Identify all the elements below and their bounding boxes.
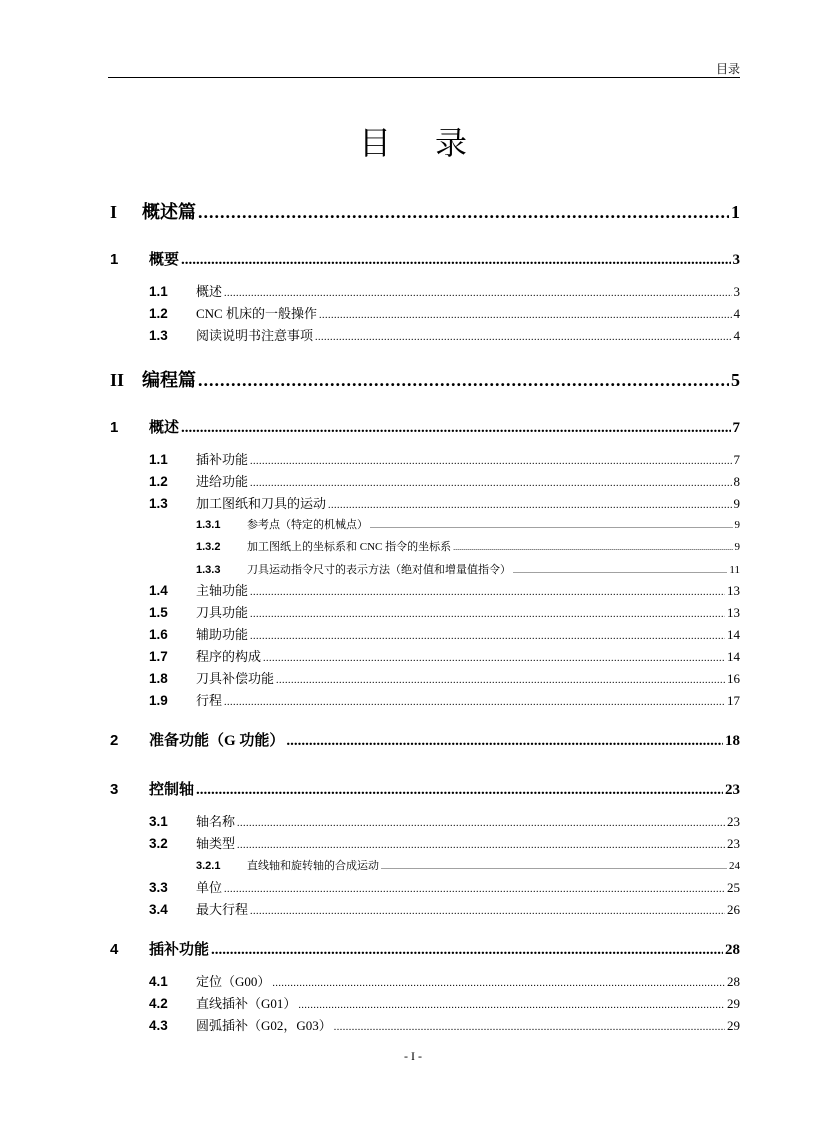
toc-entry-page: 25 bbox=[727, 880, 740, 895]
toc-entry-number: 3.4 bbox=[149, 902, 168, 917]
toc-entry-number: 1.2 bbox=[149, 474, 168, 489]
toc-entry-title: 程序的构成 bbox=[196, 649, 262, 664]
toc-entry-number: 1.3 bbox=[149, 496, 168, 511]
toc-dot-leader bbox=[237, 818, 725, 829]
toc-dot-leader bbox=[250, 587, 725, 598]
toc-entry[interactable] bbox=[149, 325, 740, 344]
toc-entry-title: 主轴功能 bbox=[196, 583, 249, 598]
toc-dot-leader bbox=[276, 675, 725, 686]
toc-dot-leader bbox=[263, 653, 725, 664]
toc-entry[interactable] bbox=[149, 833, 740, 852]
toc-dot-leader bbox=[224, 697, 725, 708]
toc-entry-page: 29 bbox=[727, 996, 740, 1011]
toc-entry[interactable] bbox=[149, 877, 740, 896]
toc-entry[interactable] bbox=[110, 198, 740, 224]
toc-entry[interactable] bbox=[196, 538, 740, 554]
toc-dot-leader bbox=[181, 252, 730, 269]
toc-entry[interactable] bbox=[110, 248, 740, 269]
toc-entry-number: 1.8 bbox=[149, 671, 168, 686]
toc-entry[interactable] bbox=[149, 646, 740, 665]
toc-entry-page: 29 bbox=[727, 1018, 740, 1033]
toc-entry[interactable] bbox=[110, 938, 740, 959]
toc-entry-page: 14 bbox=[727, 627, 740, 642]
toc-dot-leader bbox=[211, 942, 723, 959]
toc-entry-page: 9 bbox=[734, 519, 740, 531]
toc-entry-page: 3 bbox=[732, 252, 740, 268]
toc-entry-title: 刀具运动指令尺寸的表示方法（绝对值和增量值指令） bbox=[247, 564, 511, 576]
toc-dot-leader bbox=[453, 543, 732, 552]
running-header: 目录 bbox=[715, 62, 740, 76]
toc-entry-title: 准备功能（G 功能） bbox=[149, 733, 285, 749]
toc-entry-page: 7 bbox=[733, 452, 740, 467]
toc-dot-leader bbox=[381, 862, 727, 871]
toc-entry-page: 16 bbox=[727, 671, 740, 686]
toc-entry-number: 1 bbox=[110, 251, 119, 268]
toc-entry[interactable] bbox=[149, 281, 740, 300]
toc-entry-title: 插补功能 bbox=[196, 452, 249, 467]
toc-entry-number: 1.3.1 bbox=[196, 519, 221, 531]
toc-entry-title: 阅读说明书注意事项 bbox=[196, 328, 314, 343]
toc-entry-title: 参考点（特定的机械点） bbox=[247, 519, 368, 531]
toc-entry-page: 3 bbox=[733, 284, 740, 299]
toc-entry-title: 概述 bbox=[196, 284, 223, 299]
toc-dot-leader bbox=[250, 609, 725, 620]
toc-entry-number: 3.3 bbox=[149, 880, 168, 895]
toc-entry-title: 概述 bbox=[149, 420, 180, 436]
toc-entry-number: 3.2.1 bbox=[196, 860, 221, 872]
toc-entry-page: 4 bbox=[733, 328, 740, 343]
toc-dot-leader bbox=[250, 456, 731, 467]
toc-entry-title: 直线插补（G01） bbox=[196, 996, 297, 1011]
toc-entry-title: 控制轴 bbox=[149, 782, 195, 798]
toc-entry[interactable] bbox=[149, 602, 740, 621]
toc-entry-number: 1.9 bbox=[149, 693, 168, 708]
toc-entry-number: 1.3.2 bbox=[196, 541, 221, 553]
toc-entry-page: 18 bbox=[725, 733, 740, 749]
toc-entry[interactable] bbox=[110, 416, 740, 437]
toc-entry-number: 4.3 bbox=[149, 1018, 168, 1033]
toc-entry-page: 8 bbox=[733, 474, 740, 489]
toc-dot-leader bbox=[286, 733, 723, 750]
toc-dot-leader bbox=[250, 631, 725, 642]
toc-entry-page: 26 bbox=[727, 902, 740, 917]
toc-entry-title: 辅助功能 bbox=[196, 627, 249, 642]
toc-entry[interactable] bbox=[149, 811, 740, 830]
toc-entry-number: 1.4 bbox=[149, 583, 168, 598]
toc-dot-leader bbox=[319, 310, 732, 321]
toc-entry-title: 编程篇 bbox=[142, 370, 196, 390]
toc-dot-leader bbox=[370, 521, 733, 530]
toc-entry-number: 2 bbox=[110, 732, 119, 749]
toc-entry-page: 4 bbox=[733, 306, 740, 321]
toc-entry-title: 轴名称 bbox=[196, 814, 236, 829]
toc-dot-leader bbox=[328, 500, 731, 511]
toc-entry-page: 23 bbox=[727, 814, 740, 829]
toc-entry[interactable] bbox=[110, 366, 740, 392]
toc-entry-title: 定位（G00） bbox=[196, 974, 271, 989]
toc-entry-page: 1 bbox=[731, 202, 740, 222]
toc-entry-title: 进给功能 bbox=[196, 474, 249, 489]
toc-entry-title: 加工图纸上的坐标系和 CNC 指令的坐标系 bbox=[247, 541, 452, 553]
toc-dot-leader bbox=[237, 840, 725, 851]
toc-entry-title: 单位 bbox=[196, 880, 223, 895]
toc-entry[interactable] bbox=[149, 449, 740, 468]
toc-dot-leader bbox=[272, 978, 725, 989]
toc-dot-leader bbox=[315, 332, 731, 343]
toc-entry-number: II bbox=[110, 370, 125, 390]
toc-entry-page: 9 bbox=[733, 496, 740, 511]
page-number: - I - bbox=[404, 1049, 422, 1063]
toc-entry-number: 1.2 bbox=[149, 306, 168, 321]
toc-entry-page: 5 bbox=[731, 370, 740, 390]
header-rule bbox=[108, 77, 740, 78]
toc-dot-leader bbox=[181, 420, 730, 437]
toc-entry[interactable] bbox=[196, 561, 740, 577]
toc-entry[interactable] bbox=[110, 778, 740, 799]
toc-entry-title: 刀具功能 bbox=[196, 605, 249, 620]
toc-dot-leader bbox=[250, 906, 725, 917]
toc-entry-number: 1.3.3 bbox=[196, 564, 221, 576]
toc-entry-number: 3.2 bbox=[149, 836, 168, 851]
toc-entry[interactable] bbox=[149, 668, 740, 687]
toc-entry-page: 13 bbox=[727, 583, 740, 598]
toc-entry-page: 23 bbox=[725, 782, 740, 798]
toc-entry-page: 17 bbox=[727, 693, 740, 708]
toc-entry-title: 刀具补偿功能 bbox=[196, 671, 275, 686]
toc-dot-leader bbox=[334, 1022, 725, 1033]
toc-entry-number: 1.7 bbox=[149, 649, 168, 664]
toc-entry-number: 4.2 bbox=[149, 996, 168, 1011]
toc-entry-number: 4 bbox=[110, 941, 119, 958]
toc-entry-title: CNC 机床的一般操作 bbox=[196, 306, 317, 321]
toc-entry-title: 概要 bbox=[149, 252, 180, 268]
toc-entry-number: 1.6 bbox=[149, 627, 168, 642]
toc-entry[interactable] bbox=[149, 993, 740, 1012]
toc-entry[interactable] bbox=[149, 303, 740, 322]
toc-entry[interactable] bbox=[149, 899, 740, 918]
toc-entry-page: 9 bbox=[734, 541, 740, 553]
toc-entry-title: 概述篇 bbox=[142, 202, 196, 222]
toc-entry[interactable] bbox=[149, 690, 740, 709]
toc-entry[interactable] bbox=[149, 624, 740, 643]
toc-entry-page: 28 bbox=[725, 942, 740, 958]
toc-entry-title: 轴类型 bbox=[196, 836, 236, 851]
toc-dot-leader bbox=[198, 202, 729, 223]
toc-entry-number: 4.1 bbox=[149, 974, 168, 989]
toc-entry-number: 1.1 bbox=[149, 284, 168, 299]
toc-entry-page: 23 bbox=[727, 836, 740, 851]
toc-entry-number: 3.1 bbox=[149, 814, 168, 829]
toc-entry-number: 1 bbox=[110, 419, 119, 436]
toc-entry-page: 11 bbox=[729, 564, 740, 576]
toc-dot-leader bbox=[224, 884, 725, 895]
toc-entry-page: 28 bbox=[727, 974, 740, 989]
toc-entry-title: 行程 bbox=[196, 693, 223, 708]
toc-entry-title: 加工图纸和刀具的运动 bbox=[196, 496, 327, 511]
toc-entry-number: 1.1 bbox=[149, 452, 168, 467]
toc-dot-leader bbox=[513, 566, 727, 575]
toc-entry-title: 最大行程 bbox=[196, 902, 249, 917]
toc-entry-page: 24 bbox=[729, 860, 740, 872]
toc-entry[interactable] bbox=[149, 493, 740, 512]
toc-entry[interactable] bbox=[196, 516, 740, 532]
toc-entry[interactable] bbox=[149, 1015, 740, 1034]
toc-entry-title: 插补功能 bbox=[149, 942, 210, 958]
toc-entry-page: 13 bbox=[727, 605, 740, 620]
toc-entry-number: 1.5 bbox=[149, 605, 168, 620]
toc-entry-number: 3 bbox=[110, 781, 119, 798]
toc-dot-leader bbox=[198, 370, 729, 391]
toc-entry[interactable] bbox=[149, 971, 740, 990]
toc-entry-page: 7 bbox=[732, 420, 740, 436]
toc-entry-page: 14 bbox=[727, 649, 740, 664]
toc-entry[interactable] bbox=[149, 471, 740, 490]
toc-dot-leader bbox=[224, 288, 731, 299]
toc-entry[interactable] bbox=[149, 580, 740, 599]
toc-entry-number: 1.3 bbox=[149, 328, 168, 343]
toc-entry[interactable] bbox=[110, 729, 740, 750]
toc-entry-title: 直线轴和旋转轴的合成运动 bbox=[247, 860, 379, 872]
toc-dot-leader bbox=[196, 782, 723, 799]
toc-dot-leader bbox=[298, 1000, 725, 1011]
toc-entry[interactable] bbox=[196, 857, 740, 873]
page-title: 目 录 bbox=[358, 125, 485, 161]
toc-entry-number: I bbox=[110, 202, 118, 222]
toc-dot-leader bbox=[250, 478, 731, 489]
toc-entry-title: 圆弧插补（G02，G03） bbox=[196, 1018, 332, 1033]
